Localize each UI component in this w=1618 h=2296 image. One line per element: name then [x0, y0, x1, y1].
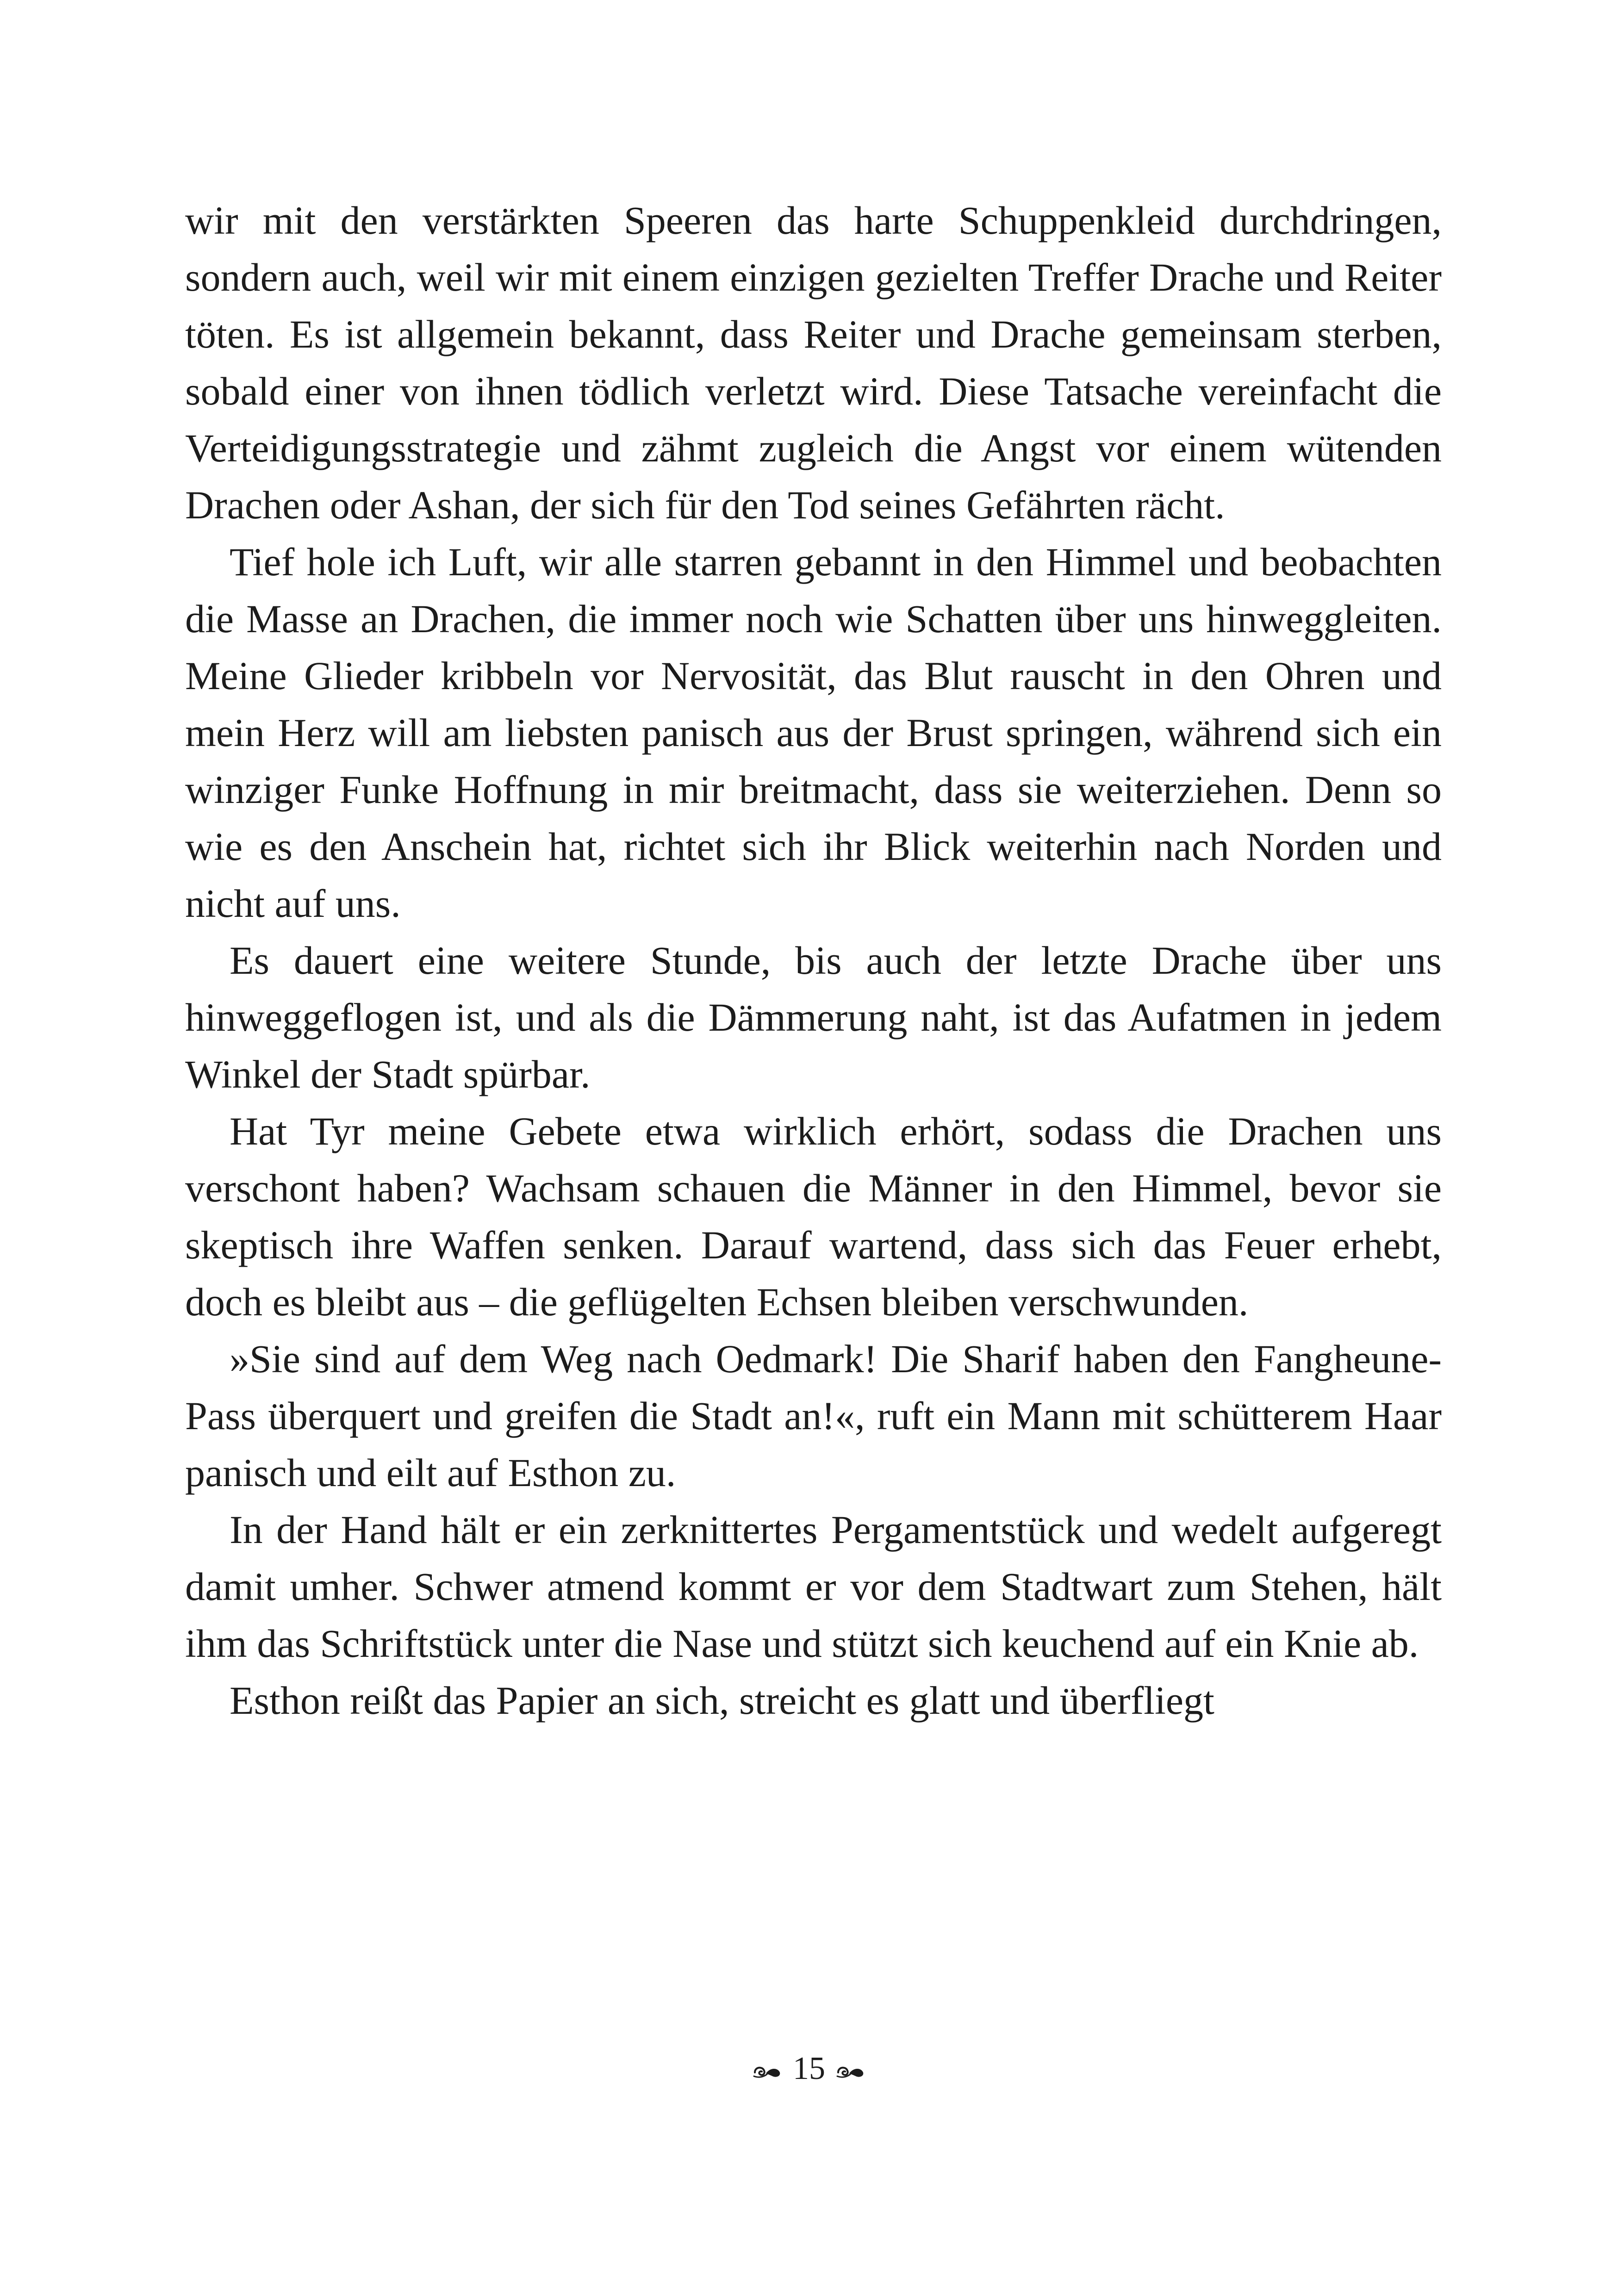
paragraph-3: Es dauert eine weitere Stunde, bis auch der letzte Drache über uns hinweggeflogen ist, und als die Dämmerung naht, ist das Aufatmen in jedem Winkel der Stadt spürbar. — [185, 938, 1442, 1096]
paragraph-7: Esthon reißt das Papier an sich, streicht es glatt und überfliegt — [230, 1678, 1214, 1723]
paragraph-2: Tief hole ich Luft, wir alle starren gebannt in den Himmel und beobachten die Masse an Drachen, die immer noch wie Schatten über uns hinweggleiten. Meine Glieder kribbeln vor Nervosität, das Blut rauscht in den Ohren und mein Herz will am liebsten panisch aus der Brust springen, während sich ein winziger Funke Hoffnung in mir breitmacht, dass sie weiterziehen. Denn so wie es den Anschein hat, richtet sich ihr Blick weiterhin nach Norden und nicht auf uns. — [185, 540, 1442, 926]
fleuron-right-icon — [835, 2062, 866, 2081]
page-number: 15 — [793, 2051, 825, 2086]
fleuron-left-icon — [752, 2062, 783, 2081]
paragraph-6: In der Hand hält er ein zerknittertes Pergamentstück und wedelt aufgeregt damit umher. Schwer atmend kommt er vor dem Stadtwart zum Stehen, hält ihm das Schriftstück unter die Nase und stützt sich keuchend auf ein Knie ab. — [185, 1507, 1442, 1666]
page-footer — [0, 2048, 1618, 2090]
paragraph-5: »Sie sind auf dem Weg nach Oedmark! Die Sharif haben den Fangheune-Pass überquert und greifen die Stadt an!«, ruft ein Mann mit schütterem Haar panisch und eilt auf Esthon zu. — [185, 1337, 1442, 1495]
paragraph-4: Hat Tyr meine Gebete etwa wirklich erhört, sodass die Drachen uns verschont haben? Wachsam schauen die Männer in den Himmel, bevor sie skeptisch ihre Waffen senken. Darauf wartend, dass sich das Feuer erhebt, doch es bleibt aus – die geflügelten Echsen bleiben verschwunden. — [185, 1109, 1442, 1324]
body-text — [185, 192, 1442, 1729]
paragraph-1: wir mit den verstärkten Speeren das harte Schuppenkleid durchdringen, sondern auch, weil wir mit einem einzigen gezielten Treffer Drache und Reiter töten. Es ist allgemein bekannt, dass Reiter und Drache gemeinsam sterben, sobald einer von ihnen tödlich verletzt wird. Diese Tatsache vereinfacht die Verteidigungsstrategie und zähmt zugleich die Angst vor einem wütenden Drachen oder Ashan, der sich für den Tod seines Gefährten rächt. — [185, 198, 1442, 527]
